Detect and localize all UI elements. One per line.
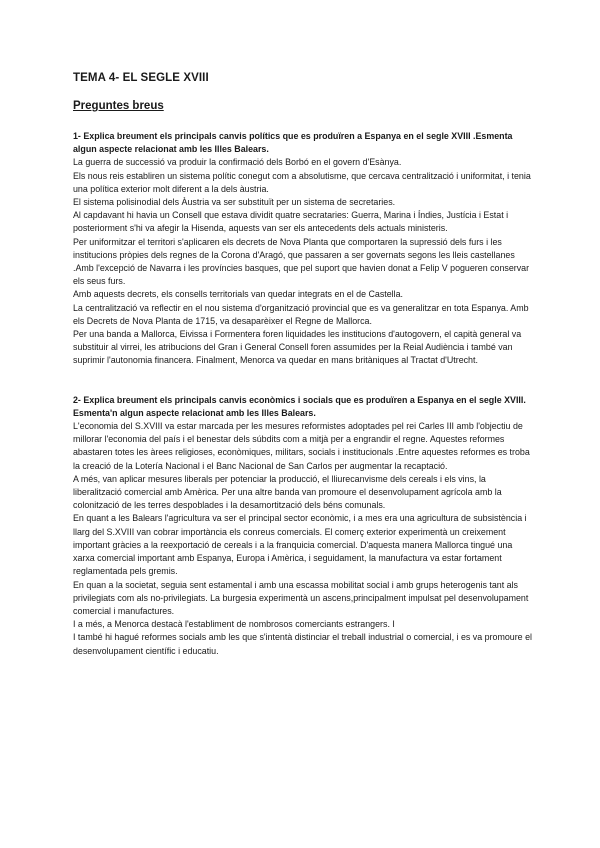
answer-2-paragraph-5: I a més, a Menorca destacà l'establiment de nombrosos comerciants estrangers. I: [73, 619, 395, 630]
question-block-2: [73, 394, 533, 658]
answer-2-paragraph-1: L'economia del S.XVIII va estar marcada per les mesures reformistes adoptades pel rei Carles III amb l'objectiu de millorar l'economia del país i el benestar dels súbdits com a mitjà per a engrandir el regne. Aquestes reformes abastaren totes les àrees religioses, econòmiques, militars, socials i institucionals .Entre aquestes reformes es troba la creació de la Lotería Nacional i el Banc Nacional de San Carlos per augmentar la recaptació.: [73, 421, 530, 471]
question-1-text: 1- Explica breument els principals canvis polítics que es produïren a Espanya en el segle XVIII .Esmenta algun aspecte relacionat amb les Illes Balears.: [73, 131, 513, 155]
answer-1-paragraph-8: Per una banda a Mallorca, Eivissa i Formentera foren liquidades les institucions d'autogovern, el capità general va substituir al virrei, les atribucions del Gran i General Consell foren assumides per la Reial Audiència i també van suprimir l'autonomia financera. Finalment, Menorca va quedar en mans britàniques al Tractat d'Utrecht.: [73, 329, 522, 366]
answer-1-paragraph-6: Amb aquests decrets, els consells territorials van quedar integrats en el de Castella.: [73, 289, 404, 300]
question-2-text: 2- Explica breument els principals canvis econòmics i socials que es produïren a Espanya en el segle XVIII. Esmenta'n algun aspecte relacionat amb les Illes Balears.: [73, 394, 526, 418]
answer-1-paragraph-1: La guerra de successió va produir la confirmació dels Borbó en el govern d'Esànya.: [73, 157, 402, 168]
answer-1-paragraph-2: Els nous reis establiren un sistema polític conegut com a absolutisme, que cercava centralització i uniformitat, i tenia una política exterior molt diferent a la dels àustria.: [73, 170, 531, 194]
answer-2-paragraph-2: A més, van aplicar mesures liberals per potenciar la producció, el lliurecanvisme dels cereals i els vins, la liberalització comercial amb Amèrica. Per una altre banda van promoure el desenvolupament agrícola amb la colonització de les terres despoblades i la desamortització dels béns comunals.: [73, 473, 502, 511]
section-spacer: [73, 368, 533, 381]
document-title: TEMA 4- EL SEGLE XVIII: [73, 72, 209, 84]
answer-1-paragraph-4: Al capdavant hi havia un Consell que estava dividit quatre secrataries: Guerra, Marina i Índies, Justícia i Estat i posteriorment s'hi va afegir la Hisenda, aquests van ser els antecedents dels actuals ministeris.: [73, 210, 509, 234]
answer-2-paragraph-6: I també hi hagué reformes socials amb les que s'intentà distinciar el treball industrial o comercial, i es va promoure el desenvolupament científic i educatiu.: [73, 632, 532, 656]
answer-1-paragraph-3: El sistema polisinodial dels Àustria va ser substituït per un sistema de secretaries.: [73, 197, 396, 208]
question-block-1: [73, 130, 533, 368]
answer-2-paragraph-3: En quant a les Balears l'agricultura va ser el principal sector econòmic, i a mes era una agricultura de subsistència i llarg del S.XVIII van cobrar importància els conreus comercials. El comerç exterior experimentà un creixement important gràcies a la reexportació de cereals i a la franquicia comercial. D'aquesta manera Mallorca tingué una xarxa comercial important amb Espanya, Europa i Amèrica, i seguidament, la manufactura va estar fortament reglamentada pels gremis.: [73, 513, 527, 577]
answer-1-paragraph-7: La centralització va reflectir en el nou sistema d'organització provincial que es va generalitzar en tota Espanya. Amb els Decrets de Nova Planta de 1715, va desaparèixer el Regne de Mallorca.: [73, 302, 529, 326]
answer-2-paragraph-4: En quan a la societat, seguia sent estamental i amb una escassa mobilitat social i amb grups heterogenis tant als privilegiats com als no-privilegiats. La burgesia experimentà un ascens,principalment impulsat pel desenvolupament comercial i manufactures.: [73, 579, 529, 616]
answer-1-paragraph-5: Per uniformitzar el territori s'aplicaren els decrets de Nova Planta que comportaren la supressió dels furs i les institucions pròpies dels regnes de la Corona d'Aragó, que passaren a ser governats segons les lleis castellanes .Amb l'excepció de Navarra i les províncies basques, que pel suport que havien donat a Felip V pogueren conservar els seus furs.: [73, 236, 530, 287]
document-page: [73, 72, 533, 658]
section-spacer: [73, 381, 533, 394]
section-heading: Preguntes breus: [73, 100, 164, 112]
